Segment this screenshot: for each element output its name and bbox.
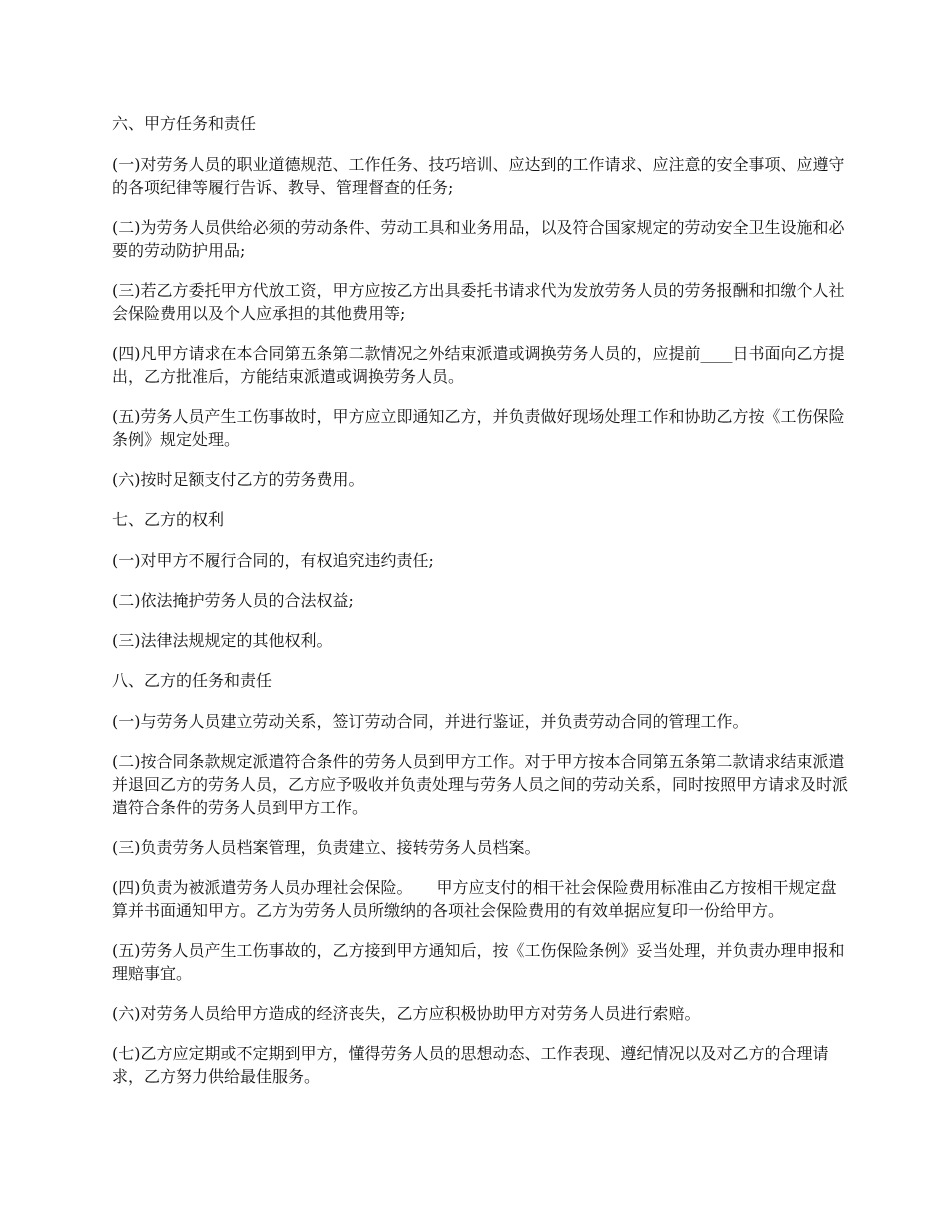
section-heading-8: 八、乙方的任务和责任 xyxy=(112,671,273,690)
clause-8-1: (一)与劳务人员建立劳动关系，签订劳动合同，并进行鉴证，并负责劳动合同的管理工作。 xyxy=(112,712,749,731)
document-page xyxy=(112,112,852,1105)
clause-6-2: (二)为劳务人员供给必须的劳动条件、劳动工具和业务用品，以及符合国家规定的劳动安全卫生设施和必要的劳动防护用品; xyxy=(112,218,845,260)
clause-8-3: (三)负责劳务人员档案管理，负责建立、接转劳务人员档案。 xyxy=(112,838,541,857)
clause-7-1: (一)对甲方不履行合同的，有权追究违约责任; xyxy=(112,551,434,570)
section-heading-7: 七、乙方的权利 xyxy=(112,510,225,529)
clause-6-4: (四)凡甲方请求在本合同第五条第二款情况之外结束派遣或调换劳务人员的，应提前____日书面向乙方提出，乙方批准后，方能结束派遣或调换劳务人员。 xyxy=(112,344,845,386)
clause-8-7: (七)乙方应定期或不定期到甲方，懂得劳务人员的思想动态、工作表现、遵纪情况以及对乙方的合理请求，乙方努力供给最佳服务。 xyxy=(112,1044,829,1086)
clause-6-6: (六)按时足额支付乙方的劳务费用。 xyxy=(112,470,365,489)
clause-6-3: (三)若乙方委托甲方代放工资，甲方应按乙方出具委托书请求代为发放劳务人员的劳务报酬和扣缴个人社会保险费用以及个人应承担的其他费用等; xyxy=(112,281,845,323)
clause-7-3: (三)法律法规规定的其他权利。 xyxy=(112,631,333,650)
clause-8-4: (四)负责为被派遣劳务人员办理社会保险。 甲方应支付的相干社会保险费用标准由乙方按相干规定盘算并书面通知甲方。乙方为劳务人员所缴纳的各项社会保险费用的有效单据应复印一份给甲方。 xyxy=(112,878,837,920)
clause-8-5: (五)劳务人员产生工伤事故的，乙方接到甲方通知后，按《工伤保险条例》妥当处理，并负责办理申报和理赔事宜。 xyxy=(112,941,845,983)
clause-7-2: (二)依法掩护劳务人员的合法权益; xyxy=(112,591,354,610)
clause-6-5: (五)劳务人员产生工伤事故时，甲方应立即通知乙方，并负责做好现场处理工作和协助乙方按《工伤保险条例》规定处理。 xyxy=(112,407,845,449)
clause-6-1: (一)对劳务人员的职业道德规范、工作任务、技巧培训、应达到的工作请求、应注意的安全事项、应遵守的各项纪律等履行告诉、教导、管理督查的任务; xyxy=(112,155,845,197)
clause-8-6: (六)对劳务人员给甲方造成的经济丧失，乙方应积极协助甲方对劳务人员进行索赔。 xyxy=(112,1004,701,1023)
section-heading-6: 六、甲方任务和责任 xyxy=(112,114,257,133)
clause-8-2: (二)按合同条款规定派遣符合条件的劳务人员到甲方工作。对于甲方按本合同第五条第二款请求结束派遣并退回乙方的劳务人员，乙方应予吸收并负责处理与劳务人员之间的劳动关系，同时按照甲方请求及时派遣符合条件的劳务人员到甲方工作。 xyxy=(112,752,849,817)
